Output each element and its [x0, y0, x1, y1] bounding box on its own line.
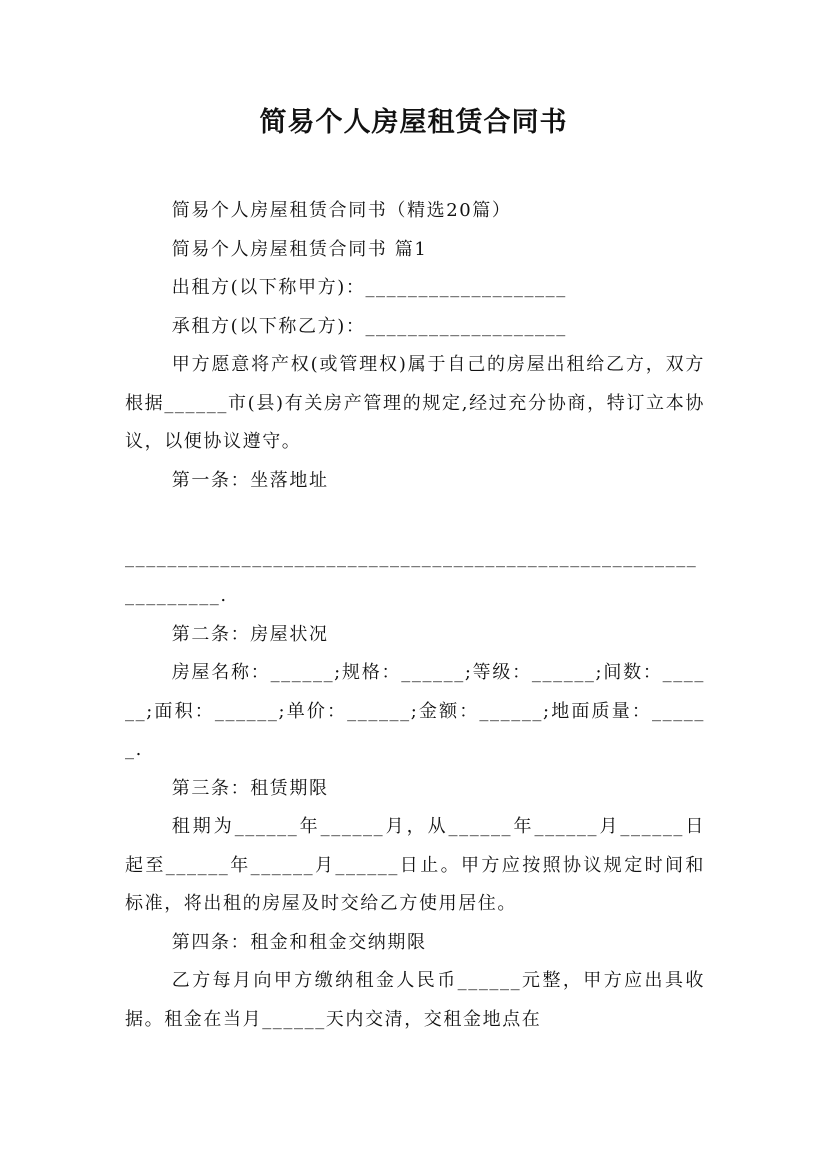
- clause-3-body: 租期为______年______月，从______年______月______日起至______年______月______日止。甲方应按照协议规定时间和标准，将出租的房屋及时交给乙方使用居住。: [125, 816, 705, 914]
- clause-1-heading: 第一条：坐落地址: [171, 469, 329, 491]
- paragraph-lessee: 承租方(以下称乙方)：___________________: [171, 315, 567, 337]
- paragraph-section-heading: 简易个人房屋租赁合同书 篇1: [171, 238, 428, 260]
- address-blank-line: _______________________________________________________________.: [125, 546, 698, 606]
- paragraph-lessor: 出租方(以下称甲方)：___________________: [171, 277, 567, 298]
- clause-4-heading: 第四条：租金和租金交纳期限: [171, 931, 427, 953]
- paragraph-preamble: 甲方愿意将产权(或管理权)属于自己的房屋出租给乙方，双方根据______市(县)有关房产管理的规定,经过充分协商，特订立本协议，以便协议遵守。: [125, 354, 705, 452]
- document-title: 简易个人房屋租赁合同书: [259, 107, 568, 138]
- clause-2-body: 房屋名称：______;规格：______;等级：______;间数：______;面积：______;单价：______;金额：______;地面质量：______.: [125, 662, 705, 760]
- document-body: [125, 192, 705, 1039]
- clause-3-heading: 第三条：租赁期限: [171, 777, 329, 799]
- clause-4-body: 乙方每月向甲方缴纳租金人民币______元整，甲方应出具收据。租金在当月______天内交清，交租金地点在: [125, 970, 705, 1030]
- paragraph-subtitle: 简易个人房屋租赁合同书（精选20篇）: [171, 200, 512, 221]
- clause-2-heading: 第二条：房屋状况: [171, 623, 329, 645]
- blank-gap: [125, 500, 705, 539]
